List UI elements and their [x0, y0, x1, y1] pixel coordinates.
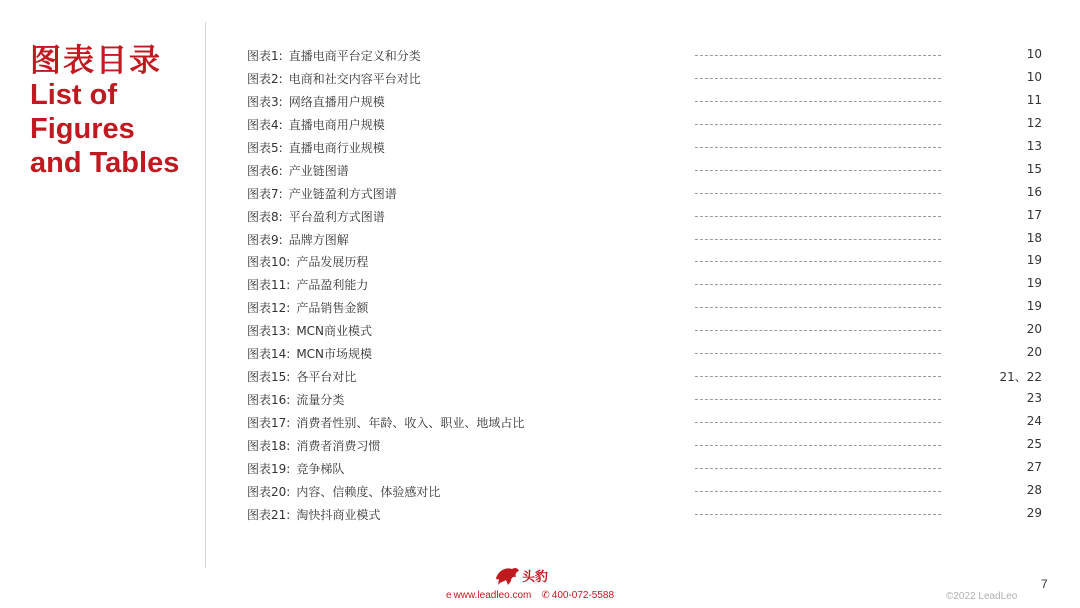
- leopard-icon: [494, 564, 520, 586]
- toc-row[interactable]: [247, 273, 1047, 296]
- toc-row[interactable]: [247, 250, 1047, 273]
- toc-entry-label: [247, 208, 385, 225]
- toc-entry-page: 19: [1026, 299, 1042, 314]
- toc-row[interactable]: [247, 228, 1047, 251]
- dotted-leader: [695, 445, 941, 446]
- toc-entry-page: 10: [1026, 47, 1042, 61]
- page-number: 7: [1041, 577, 1048, 591]
- toc-entry-page: 27: [1026, 459, 1042, 474]
- copyright: ©2022 LeadLeo: [946, 591, 1018, 602]
- dotted-leader: [695, 170, 941, 171]
- dotted-leader: [695, 55, 941, 56]
- toc-entry-number: 图表6:: [247, 163, 283, 178]
- toc-entry-title: 平台盈利方式图谱: [288, 209, 385, 224]
- toc-row[interactable]: [247, 319, 1047, 342]
- dotted-leader: [695, 468, 941, 469]
- toc-entry-page: 18: [1026, 230, 1042, 245]
- toc-entry-number: 图表10:: [247, 255, 291, 270]
- toc-entry-number: 图表19:: [247, 461, 291, 476]
- toc-entry-label: [247, 276, 368, 293]
- toc-entry-page: 21、22: [999, 370, 1042, 385]
- toc-entry-label: [247, 414, 524, 431]
- toc-entry-label: [247, 185, 397, 202]
- toc-entry-page: 24: [1026, 414, 1042, 428]
- toc-entry-title: 各平台对比: [296, 370, 357, 385]
- toc-entry-number: 图表7:: [247, 186, 283, 201]
- toc-row[interactable]: [247, 205, 1047, 228]
- toc-row[interactable]: [247, 365, 1047, 388]
- dotted-leader: [695, 261, 941, 262]
- dotted-leader: [695, 78, 941, 79]
- toc-entry-number: 图表12:: [247, 301, 291, 316]
- toc-entry-title: MCN商业模式: [296, 324, 373, 339]
- toc-row[interactable]: [247, 388, 1047, 411]
- dotted-leader: [695, 124, 941, 125]
- toc-row[interactable]: [247, 480, 1047, 503]
- toc-entry-page: 25: [1026, 436, 1042, 451]
- toc-entry-number: 图表15:: [247, 370, 291, 385]
- toc-entry-label: [247, 460, 344, 477]
- toc-entry-number: 图表14:: [247, 347, 291, 362]
- dotted-leader: [695, 216, 941, 217]
- toc-entry-page: 28: [1026, 482, 1042, 497]
- toc-entry-title: 直播电商平台定义和分类: [288, 49, 421, 63]
- toc-entry-label: [247, 368, 356, 385]
- toc-entry-title: 网络直播用户规模: [288, 94, 385, 109]
- toc-row[interactable]: [247, 90, 1047, 113]
- toc-entry-title: 产业链图谱: [288, 163, 349, 178]
- dotted-leader: [695, 491, 941, 492]
- toc-entry-number: 图表21:: [247, 507, 291, 522]
- toc-entry-page: 15: [1026, 161, 1042, 176]
- toc-entry-label: [247, 93, 385, 110]
- toc-entry-title: 直播电商行业规模: [288, 140, 385, 155]
- toc-entry-page: 16: [1026, 184, 1042, 199]
- toc-entry-title: 产品销售金额: [296, 301, 369, 316]
- toc-entry-page: 10: [1026, 69, 1042, 84]
- page-title-english: List of Figures and Tables: [30, 79, 180, 179]
- toc-entry-title: 消费者消费习惯: [296, 438, 381, 453]
- toc-entry-page: 20: [1026, 345, 1042, 360]
- toc-entry-label: [247, 506, 380, 523]
- dotted-leader: [695, 330, 941, 331]
- dotted-leader: [695, 376, 941, 377]
- dotted-leader: [695, 147, 941, 148]
- toc-row[interactable]: [247, 67, 1047, 90]
- toc-entry-title: 消费者性别、年龄、收入、职业、地域占比: [296, 416, 525, 430]
- toc-entry-title: 品牌方图解: [288, 232, 349, 247]
- toc-row[interactable]: [247, 457, 1047, 480]
- footer-contact: [446, 590, 614, 601]
- dotted-leader: [695, 239, 941, 240]
- toc-entry-label: [247, 483, 440, 500]
- toc-entry-label: [247, 253, 368, 270]
- toc-entry-number: 图表18:: [247, 438, 291, 453]
- toc-entry-number: 图表2:: [247, 71, 283, 86]
- toc-entry-title: 产业链盈利方式图谱: [288, 186, 397, 201]
- globe-icon: e: [446, 590, 452, 601]
- toc-entry-page: 12: [1026, 115, 1042, 130]
- toc-entry-number: 图表9:: [247, 232, 283, 247]
- vertical-divider: [205, 22, 206, 568]
- toc-entry-number: 图表16:: [247, 393, 291, 408]
- toc-entry-page: 11: [1026, 92, 1042, 107]
- toc-row[interactable]: [247, 44, 1047, 67]
- toc-entry-label: [247, 322, 372, 339]
- toc-entry-page: 19: [1026, 253, 1042, 268]
- brand-name: 头豹: [522, 569, 549, 585]
- toc-entry-number: 图表1:: [247, 49, 283, 63]
- toc-entry-title: 产品发展历程: [296, 255, 369, 270]
- toc-entry-title: 电商和社交内容平台对比: [288, 71, 421, 86]
- dotted-leader: [695, 284, 941, 285]
- dotted-leader: [695, 101, 941, 102]
- toc-entry-title: 内容、信赖度、体验感对比: [296, 484, 441, 499]
- dotted-leader: [695, 422, 941, 423]
- toc-entry-title: 流量分类: [296, 393, 345, 408]
- title-block: [30, 44, 179, 180]
- toc-row[interactable]: [247, 296, 1047, 319]
- toc-entry-page: 17: [1026, 207, 1042, 222]
- dotted-leader: [695, 193, 941, 194]
- toc-entry-number: 图表17:: [247, 416, 291, 430]
- toc-row[interactable]: [247, 434, 1047, 457]
- toc-row[interactable]: [247, 182, 1047, 205]
- toc-entry-number: 图表20:: [247, 484, 291, 499]
- toc-entry-label: [247, 299, 368, 316]
- toc-entry-number: 图表5:: [247, 140, 283, 155]
- leadleo-logo: [494, 564, 548, 586]
- toc-entry-title: 产品盈利能力: [296, 278, 369, 293]
- toc-entry-page: 23: [1026, 391, 1042, 406]
- dotted-leader: [695, 514, 941, 515]
- toc-entry-number: 图表13:: [247, 324, 291, 339]
- toc-entry-page: 20: [1026, 322, 1042, 337]
- toc-entry-page: 19: [1026, 276, 1042, 291]
- page-title-chinese: 图表目录: [30, 43, 162, 79]
- toc-row[interactable]: [247, 159, 1047, 182]
- dotted-leader: [695, 399, 941, 400]
- toc-entry-title: 淘快抖商业模式: [296, 507, 381, 522]
- toc-entry-label: [247, 437, 380, 454]
- toc-entry-label: [247, 70, 421, 87]
- toc-entry-title: 竞争梯队: [296, 461, 345, 476]
- toc-entry-title: MCN市场规模: [296, 347, 373, 362]
- toc-entry-number: 图表11:: [247, 278, 291, 293]
- dotted-leader: [695, 353, 941, 354]
- toc-entry-number: 图表4:: [247, 117, 283, 132]
- toc-row[interactable]: [247, 411, 1047, 434]
- phone-icon: ✆: [541, 590, 550, 601]
- toc-entry-label: [247, 47, 421, 64]
- toc-row[interactable]: [247, 503, 1047, 526]
- website-link[interactable]: e www.leadleo.com: [446, 590, 532, 601]
- toc-row[interactable]: [247, 342, 1047, 365]
- toc-entry-page: 13: [1026, 138, 1042, 153]
- toc-entry-number: 图表3:: [247, 94, 283, 109]
- toc-entry-label: [247, 231, 349, 248]
- table-of-contents: [247, 44, 1047, 526]
- toc-row[interactable]: [247, 136, 1047, 159]
- toc-entry-number: 图表8:: [247, 209, 283, 224]
- toc-entry-label: [247, 391, 344, 408]
- dotted-leader: [695, 307, 941, 308]
- toc-row[interactable]: [247, 113, 1047, 136]
- toc-entry-label: [247, 116, 385, 133]
- phone-link[interactable]: ✆ 400-072-5588: [541, 590, 615, 601]
- toc-entry-label: [247, 345, 372, 362]
- toc-entry-label: [247, 162, 349, 179]
- toc-entry-title: 直播电商用户规模: [288, 117, 385, 132]
- toc-entry-page: 29: [1026, 505, 1042, 520]
- toc-entry-label: [247, 139, 385, 156]
